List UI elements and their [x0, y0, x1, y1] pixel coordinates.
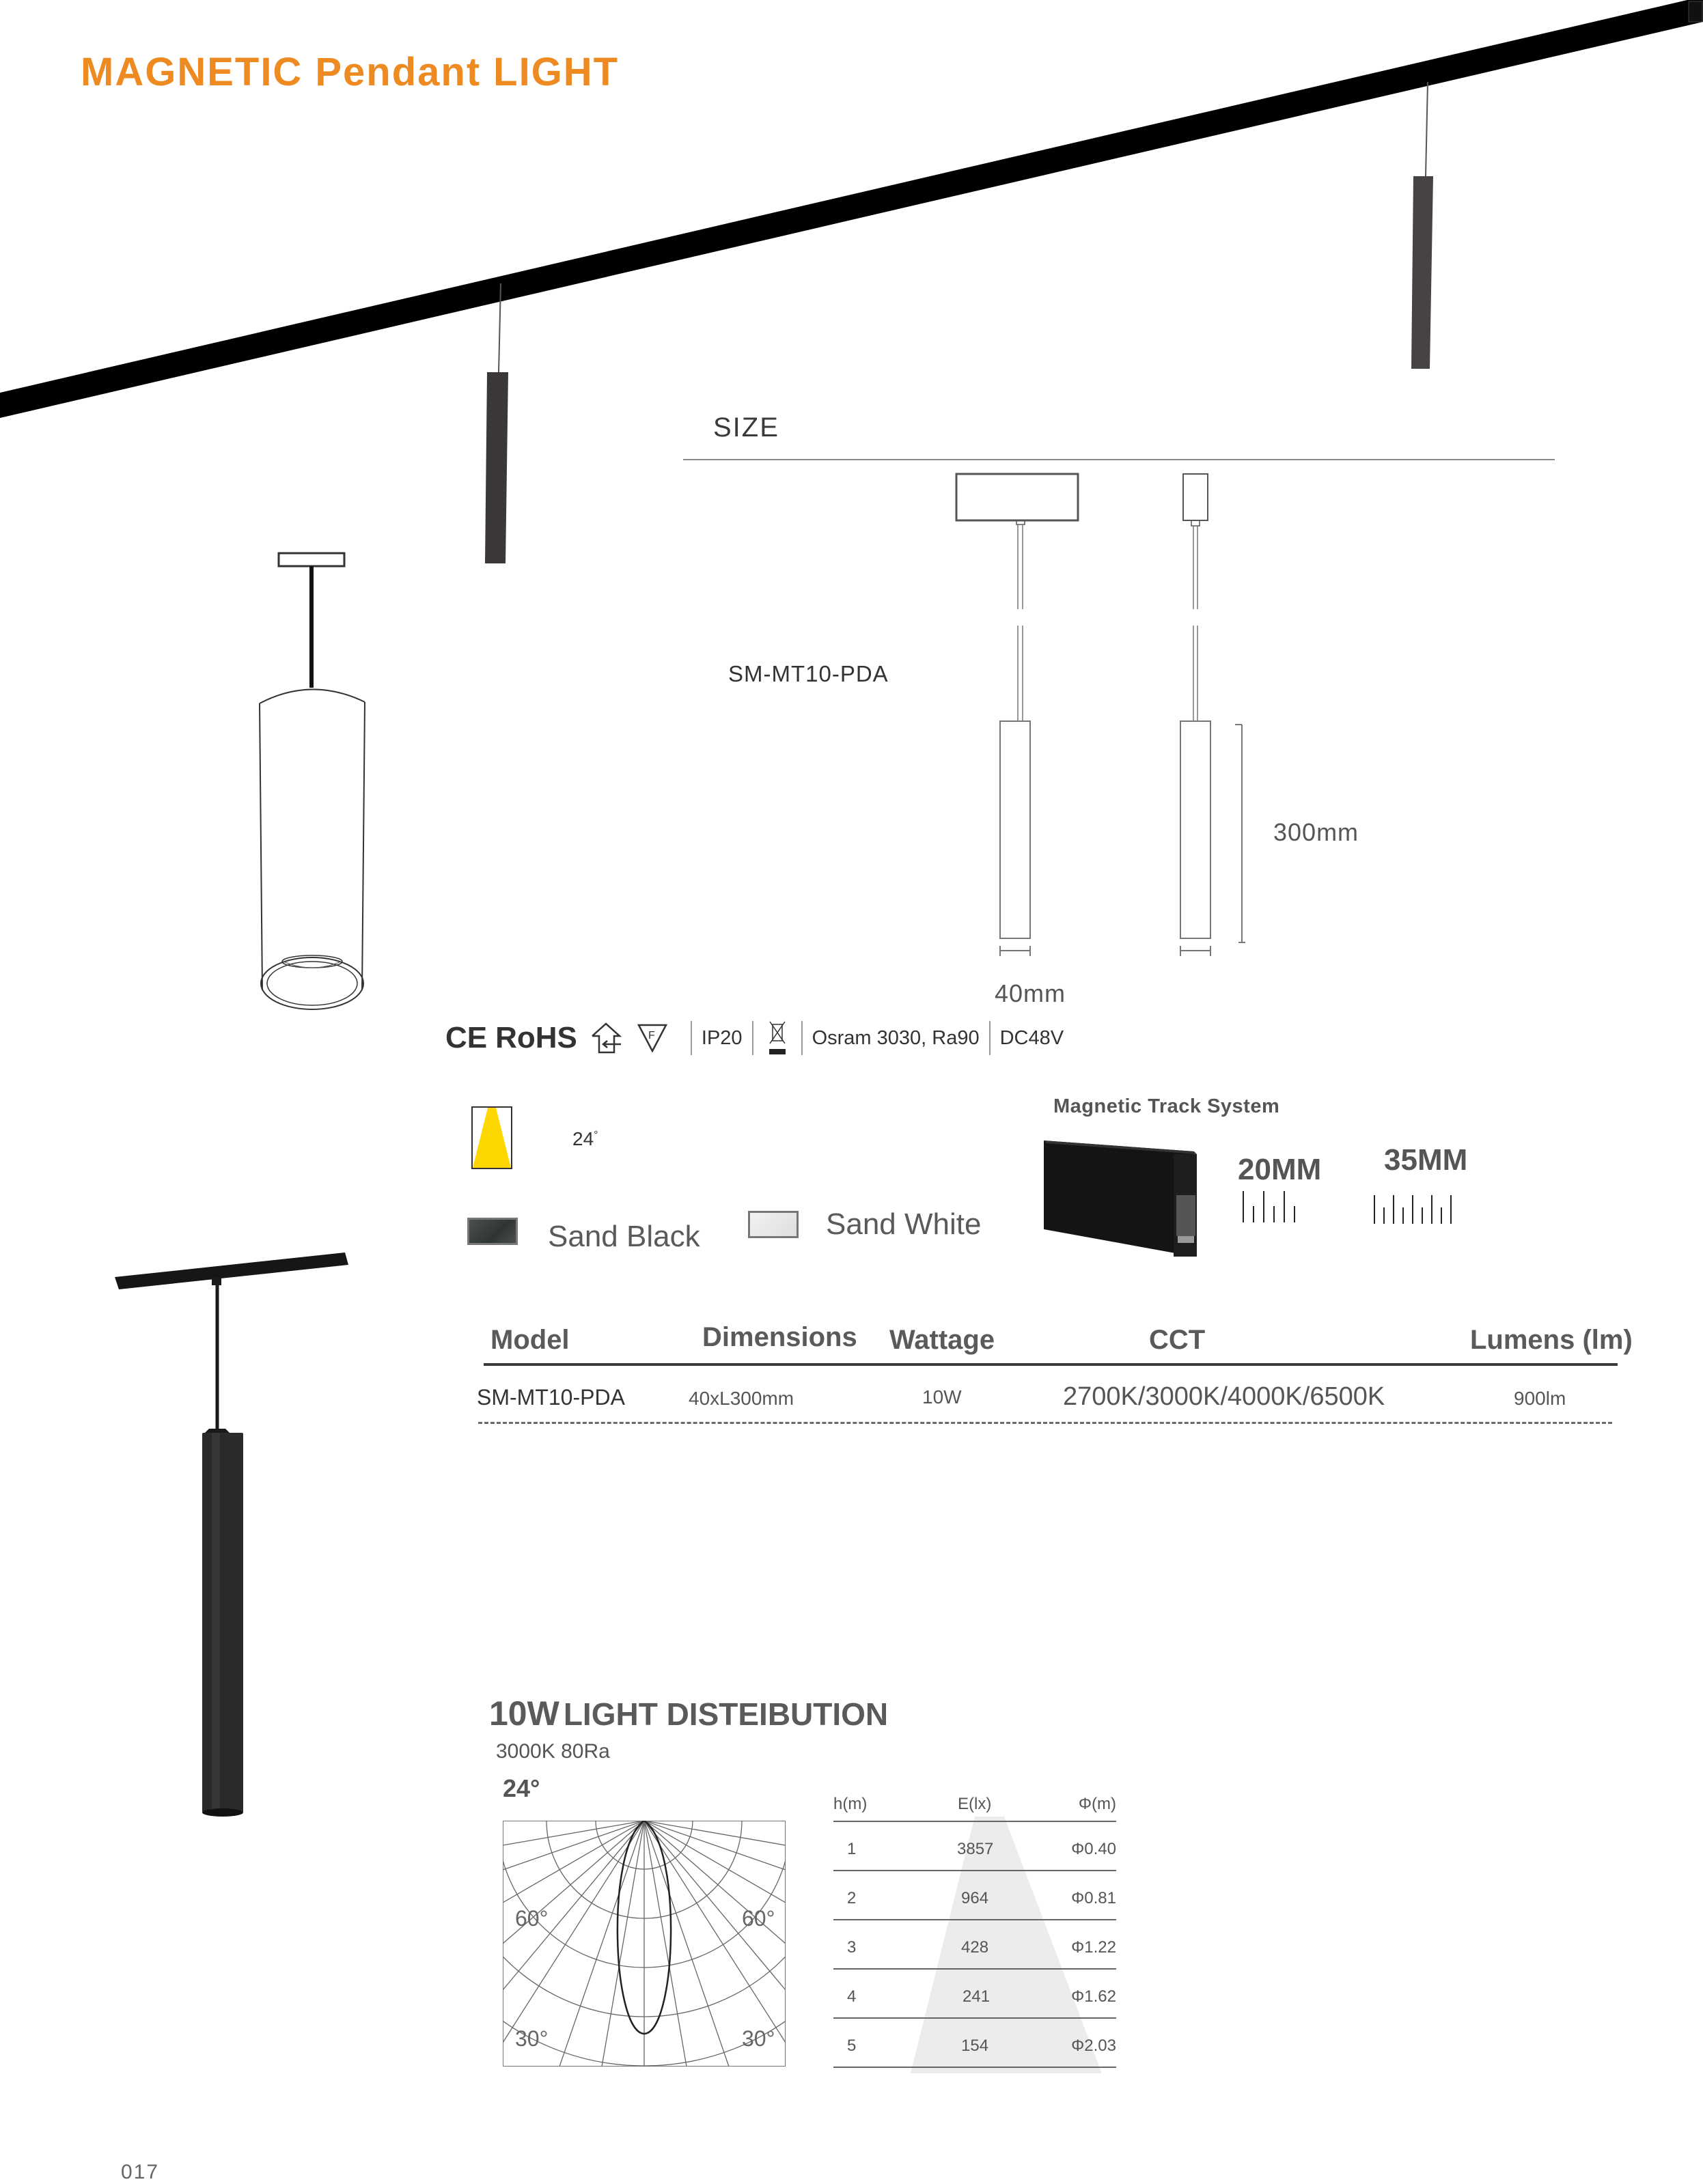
col-header-lumens: Lumens (lm)	[1470, 1325, 1633, 1355]
cell-diameter: Φ1.22	[1071, 1938, 1116, 1957]
cell-height: 1	[847, 1840, 857, 1858]
sand-black-label: Sand Black	[548, 1220, 700, 1253]
pendant-cable-right	[1426, 82, 1428, 176]
light-distribution-subtitle: 3000K 80Ra	[496, 1740, 610, 1763]
polar-label-30-left: 30°	[515, 2026, 549, 2051]
pendant-body-left	[485, 372, 508, 563]
hero-track-illustration	[0, 0, 1703, 587]
finish-option-sand-white	[748, 1207, 981, 1242]
cell-height: 3	[847, 1938, 857, 1957]
cell-illuminance: 428	[961, 1938, 989, 1957]
finish-option-sand-black	[467, 1209, 700, 1254]
col-header-diameter: Φ(m)	[1078, 1795, 1116, 1813]
row-divider	[833, 2067, 1116, 2068]
cell-diameter: Φ0.40	[1071, 1840, 1116, 1858]
cell-height: 4	[847, 1987, 857, 2006]
title-word-1: MAGNETIC	[81, 50, 303, 94]
track-size-20mm: 20MM	[1238, 1153, 1322, 1186]
beam-angle-value: 24°	[572, 1128, 598, 1149]
pendant-body-right	[1411, 176, 1433, 369]
rohs-mark: RoHS	[495, 1021, 577, 1054]
cell-illuminance: 3857	[957, 1840, 994, 1858]
light-distribution-beam-angle: 24°	[503, 1774, 540, 1802]
sand-white-label: Sand White	[826, 1207, 982, 1241]
cert-divider	[691, 1021, 692, 1055]
cell-dimensions: 40xL300mm	[689, 1388, 794, 1409]
col-header-dimensions: Dimensions	[702, 1322, 857, 1352]
cell-height: 2	[847, 1889, 857, 1907]
cert-divider	[752, 1021, 753, 1055]
polar-label-60-left: 60°	[515, 1906, 549, 1931]
size-divider	[683, 459, 1555, 460]
col-header-wattage: Wattage	[889, 1325, 995, 1355]
width-dimension-label: 40mm	[995, 979, 1066, 1007]
cell-illuminance: 241	[963, 1987, 991, 2006]
size-heading: SIZE	[713, 412, 779, 443]
cell-model: SM-MT10-PDA	[477, 1385, 625, 1410]
input-voltage: DC48V	[999, 1026, 1064, 1049]
ruler-35mm-icon	[1373, 1195, 1455, 1225]
track-end-cap	[1689, 1, 1702, 22]
sand-white-swatch	[748, 1211, 799, 1238]
beam-angle-icon	[471, 1106, 512, 1169]
polar-label-30-right: 30°	[742, 2026, 775, 2051]
light-distribution-title: 10W LIGHT DISTEIBUTION	[489, 1694, 889, 1733]
row-divider	[833, 1968, 1116, 1970]
track-system-title: Magnetic Track System	[1053, 1095, 1280, 1117]
f-mark-triangle-icon	[637, 1024, 667, 1052]
cell-illuminance: 964	[961, 1889, 989, 1907]
cell-cct: 2700K/3000K/4000K/6500K	[1063, 1382, 1385, 1411]
size-technical-drawing	[943, 464, 1298, 956]
spec-table-header-rule	[484, 1363, 1618, 1366]
pendant-line-drawing	[246, 546, 383, 1011]
class-ii-house-icon	[590, 1022, 626, 1054]
row-divider	[833, 1870, 1116, 1871]
col-header-cct: CCT	[1149, 1325, 1206, 1355]
sand-black-swatch	[467, 1218, 518, 1245]
cell-diameter: Φ2.03	[1071, 2036, 1116, 2055]
pendant-product-photo	[109, 1250, 355, 1933]
polar-label-60-right: 60°	[742, 1906, 775, 1931]
spec-table-dashed-rule	[478, 1422, 1612, 1424]
cert-divider	[989, 1021, 991, 1055]
title-word-2: Pendant	[315, 50, 482, 94]
row-divider	[833, 1821, 1116, 1822]
cell-diameter: Φ1.62	[1071, 1987, 1116, 2006]
row-divider	[833, 2017, 1116, 2019]
cell-diameter: Φ0.81	[1071, 1889, 1116, 1907]
col-header-height: h(m)	[833, 1795, 868, 1813]
track-profile-image	[1044, 1140, 1208, 1257]
cell-illuminance: 154	[961, 2036, 989, 2055]
ruler-20mm-icon	[1242, 1191, 1297, 1225]
cert-divider	[801, 1021, 803, 1055]
led-source: Osram 3030, Ra90	[812, 1026, 980, 1049]
height-dimension-label: 300mm	[1273, 818, 1359, 846]
weee-bin-icon	[767, 1020, 788, 1056]
ce-mark: CE	[445, 1021, 488, 1054]
page-number: 017	[121, 2161, 160, 2183]
cell-wattage: 10W	[922, 1386, 962, 1408]
size-model-code: SM-MT10-PDA	[728, 661, 889, 686]
col-header-illuminance: E(lx)	[958, 1795, 992, 1813]
row-divider	[833, 1919, 1116, 1920]
col-header-model: Model	[490, 1325, 570, 1355]
ip-rating: IP20	[701, 1026, 743, 1049]
title-word-3: LIGHT	[493, 50, 620, 94]
track-size-35mm: 35MM	[1384, 1143, 1468, 1177]
certification-row	[445, 1018, 1064, 1059]
cell-lumens: 900lm	[1514, 1388, 1566, 1409]
svg-text:F: F	[648, 1030, 655, 1041]
cell-height: 5	[847, 2036, 857, 2055]
polar-distribution-chart	[503, 1821, 786, 2067]
magnetic-track-rail	[0, 0, 1703, 418]
